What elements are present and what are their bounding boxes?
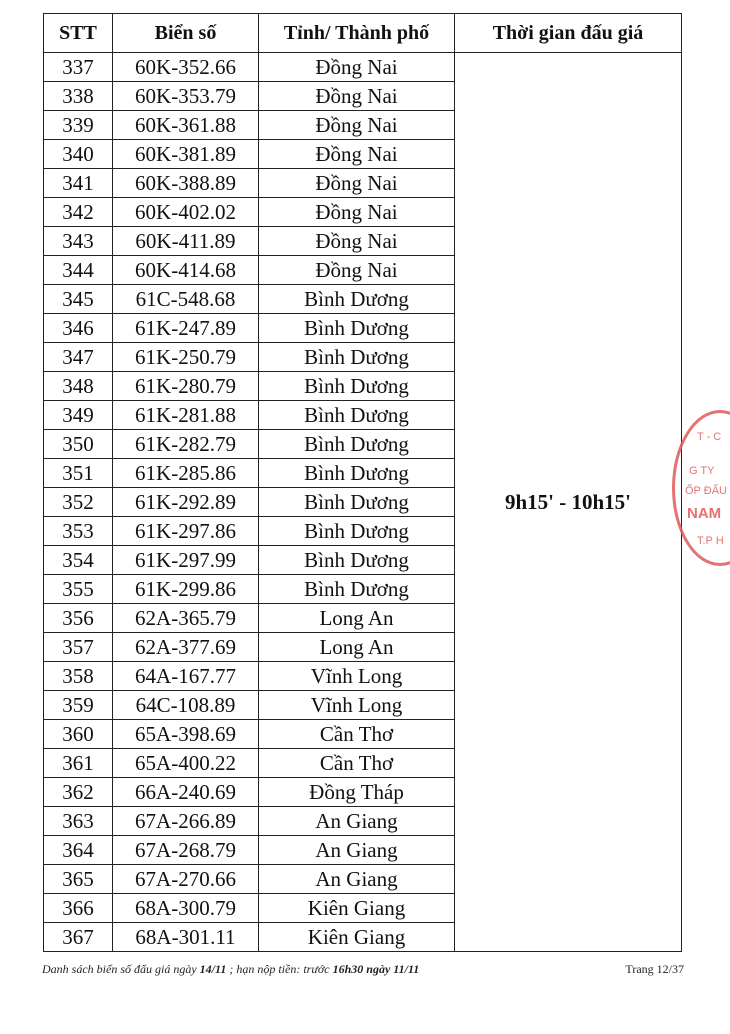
row-province: Bình Dương: [259, 401, 455, 430]
row-province: Vĩnh Long: [259, 691, 455, 720]
row-plate: 60K-388.89: [113, 169, 259, 198]
row-plate: 67A-268.79: [113, 836, 259, 865]
row-plate: 61C-548.68: [113, 285, 259, 314]
row-plate: 60K-352.66: [113, 53, 259, 82]
row-plate: 61K-282.79: [113, 430, 259, 459]
footer-note: [42, 962, 682, 977]
row-stt: 360: [44, 720, 113, 749]
footer-prefix: Danh sách biển số đấu giá ngày: [42, 962, 200, 976]
row-stt: 339: [44, 111, 113, 140]
stamp-text-line: T.P H: [697, 535, 724, 547]
row-plate: 66A-240.69: [113, 778, 259, 807]
row-province: Đồng Nai: [259, 111, 455, 140]
row-plate: 61K-280.79: [113, 372, 259, 401]
row-plate: 62A-377.69: [113, 633, 259, 662]
row-province: Bình Dương: [259, 488, 455, 517]
row-plate: 60K-353.79: [113, 82, 259, 111]
row-plate: 61K-299.86: [113, 575, 259, 604]
row-province: Cần Thơ: [259, 720, 455, 749]
row-province: Kiên Giang: [259, 894, 455, 923]
row-stt: 362: [44, 778, 113, 807]
row-province: An Giang: [259, 865, 455, 894]
header-auction-time: Thời gian đấu giá: [455, 14, 682, 53]
row-stt: 341: [44, 169, 113, 198]
table-row: [44, 53, 682, 82]
row-plate: 61K-281.88: [113, 401, 259, 430]
auction-time-cell: 9h15' - 10h15': [455, 53, 682, 952]
row-plate: 61K-247.89: [113, 314, 259, 343]
row-plate: 60K-361.88: [113, 111, 259, 140]
page-number: Trang 12/37: [625, 962, 684, 976]
row-stt: 354: [44, 546, 113, 575]
row-stt: 346: [44, 314, 113, 343]
row-stt: 361: [44, 749, 113, 778]
row-plate: 67A-266.89: [113, 807, 259, 836]
row-plate: 68A-301.11: [113, 923, 259, 952]
row-stt: 352: [44, 488, 113, 517]
row-plate: 60K-402.02: [113, 198, 259, 227]
row-province: Bình Dương: [259, 285, 455, 314]
stamp-text-line: NAM: [687, 505, 722, 522]
row-stt: 355: [44, 575, 113, 604]
row-stt: 359: [44, 691, 113, 720]
row-stt: 363: [44, 807, 113, 836]
row-stt: 338: [44, 82, 113, 111]
row-stt: 351: [44, 459, 113, 488]
row-province: Bình Dương: [259, 546, 455, 575]
row-stt: 348: [44, 372, 113, 401]
header-plate: Biển số: [113, 14, 259, 53]
header-stt: STT: [44, 14, 113, 53]
row-province: Bình Dương: [259, 430, 455, 459]
row-province: Long An: [259, 604, 455, 633]
row-stt: 347: [44, 343, 113, 372]
row-plate: 65A-400.22: [113, 749, 259, 778]
row-province: Bình Dương: [259, 343, 455, 372]
row-stt: 364: [44, 836, 113, 865]
row-stt: 343: [44, 227, 113, 256]
row-province: Cần Thơ: [259, 749, 455, 778]
row-stt: 357: [44, 633, 113, 662]
row-stt: 353: [44, 517, 113, 546]
row-province: Đồng Nai: [259, 82, 455, 111]
row-stt: 358: [44, 662, 113, 691]
row-stt: 340: [44, 140, 113, 169]
row-stt: 365: [44, 865, 113, 894]
row-plate: 65A-398.69: [113, 720, 259, 749]
row-plate: 60K-414.68: [113, 256, 259, 285]
row-province: Long An: [259, 633, 455, 662]
row-plate: 67A-270.66: [113, 865, 259, 894]
row-plate: 64A-167.77: [113, 662, 259, 691]
row-province: Bình Dương: [259, 575, 455, 604]
row-province: Bình Dương: [259, 459, 455, 488]
row-province: Bình Dương: [259, 517, 455, 546]
plate-auction-table: [43, 13, 682, 952]
stamp-text-line: ỐP ĐẤU: [685, 485, 727, 497]
row-province: Vĩnh Long: [259, 662, 455, 691]
row-stt: 345: [44, 285, 113, 314]
row-plate: 61K-250.79: [113, 343, 259, 372]
row-stt: 342: [44, 198, 113, 227]
row-stt: 349: [44, 401, 113, 430]
row-stt: 356: [44, 604, 113, 633]
row-plate: 68A-300.79: [113, 894, 259, 923]
row-province: Kiên Giang: [259, 923, 455, 952]
table-header-row: [44, 14, 682, 53]
row-province: Đồng Nai: [259, 227, 455, 256]
row-province: An Giang: [259, 836, 455, 865]
row-plate: 61K-292.89: [113, 488, 259, 517]
row-plate: 61K-297.86: [113, 517, 259, 546]
row-plate: 61K-297.99: [113, 546, 259, 575]
row-province: Đồng Tháp: [259, 778, 455, 807]
row-stt: 366: [44, 894, 113, 923]
stamp-text-line: T - C: [697, 431, 722, 443]
row-province: Đồng Nai: [259, 53, 455, 82]
row-province: Đồng Nai: [259, 169, 455, 198]
row-plate: 60K-411.89: [113, 227, 259, 256]
row-province: Đồng Nai: [259, 256, 455, 285]
row-stt: 337: [44, 53, 113, 82]
row-province: Đồng Nai: [259, 140, 455, 169]
row-plate: 61K-285.86: [113, 459, 259, 488]
footer-auction-date: 14/11: [199, 962, 227, 976]
row-stt: 350: [44, 430, 113, 459]
header-province: Tỉnh/ Thành phố: [259, 14, 455, 53]
row-province: An Giang: [259, 807, 455, 836]
footer-middle: ; hạn nộp tiền: trước: [226, 962, 333, 976]
stamp-text-line: G TY: [689, 465, 715, 477]
row-stt: 344: [44, 256, 113, 285]
row-province: Đồng Nai: [259, 198, 455, 227]
row-stt: 367: [44, 923, 113, 952]
table-body: [44, 53, 682, 952]
row-plate: 64C-108.89: [113, 691, 259, 720]
row-plate: 62A-365.79: [113, 604, 259, 633]
row-province: Bình Dương: [259, 372, 455, 401]
footer-deadline: 16h30 ngày 11/11: [332, 962, 420, 976]
row-province: Bình Dương: [259, 314, 455, 343]
row-plate: 60K-381.89: [113, 140, 259, 169]
